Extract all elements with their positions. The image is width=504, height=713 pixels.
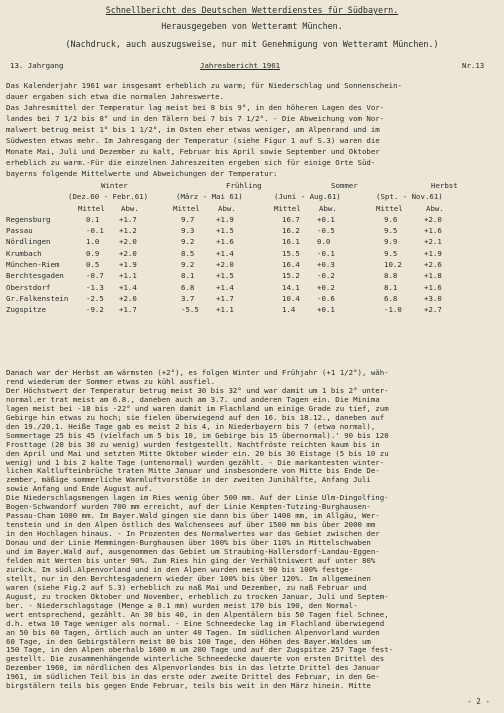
season-autumn: Herbst xyxy=(431,181,458,190)
table-cell: -1.3 xyxy=(86,282,104,292)
table-cell: 0.1 xyxy=(86,214,100,224)
table-row xyxy=(6,305,496,316)
col-mittel: Mittel xyxy=(78,203,105,213)
table-cell: 6.8 xyxy=(384,293,398,303)
table-cell: -0.6 xyxy=(317,293,335,303)
table-cell: +0.3 xyxy=(317,260,335,270)
table-body xyxy=(6,215,496,317)
table-cell: 16.7 xyxy=(282,214,300,224)
page-number: - 2 - xyxy=(467,697,490,706)
table-cell: +0.2 xyxy=(317,282,335,292)
body-line: birgstälern teils bis gegen Ende Februar, teils bis weit in den März hinein. Mitte xyxy=(6,681,371,691)
station-name: Regensburg xyxy=(6,214,51,224)
table-cell: -0.2 xyxy=(317,271,335,281)
body-line: an 50 bis 60 Tagen, örtlich auch an unter 40 Tagen. Im südlichen Alpenvorland wurden xyxy=(6,627,380,637)
table-cell: +2.0 xyxy=(424,214,442,224)
table-cell: 9.3 xyxy=(181,226,195,236)
col-abw: Abw. xyxy=(319,203,337,213)
table-cell: -2.5 xyxy=(86,293,104,303)
body-line: wert entsprechend, gezählt. An 30 bis 40, in den Alpentälern bis 50 Tagen fiel Schnee, xyxy=(6,609,389,619)
body-line: tenstein und in den Alpen östlich des Walchensees auf über 1500 mm bis über 2000 mm xyxy=(6,520,376,530)
table-cell: +1.7 xyxy=(216,293,234,303)
table-cell: 15.2 xyxy=(282,271,300,281)
table-cell: +1.8 xyxy=(424,271,442,281)
table-cell: 6.8 xyxy=(181,282,195,292)
table-cell: 14.1 xyxy=(282,282,300,292)
table-cell: +1.6 xyxy=(424,226,442,236)
body-line: Dezember 1960, im nördlichen des Alpenvorlandes bis in das letzte Drittel des Januar xyxy=(6,663,380,673)
col-abw: Abw. xyxy=(121,203,139,213)
body-line: Donau und der Linie Memmingen-Burghausen über 100% bis über 110% in Mittelschwaben xyxy=(6,538,371,548)
season-winter: Winter xyxy=(101,181,128,190)
table-cell: +1.4 xyxy=(216,282,234,292)
body-line: Der Höchstwert der Temperatur betrug meist 30 bis 32° und war damit um 1 bis 2° unter- xyxy=(6,385,389,395)
table-cell: 9.5 xyxy=(384,248,398,258)
table-cell: 0.9 xyxy=(86,248,100,258)
body-line: Passau-Cham 1000 mm. Im Bayer.Wald gingen sie dann bis über 1400 mm, im Allgäu, Wer- xyxy=(6,511,380,521)
table-cell: +1.6 xyxy=(424,282,442,292)
table-cell: 9.7 xyxy=(181,214,195,224)
body-line: 1961, im südlichen Teil bis in das erste oder zweite Drittel des Februar, in den Ge- xyxy=(6,672,380,682)
station-name: München-Riem xyxy=(6,260,60,270)
report-label: Jahresbericht 1961 xyxy=(200,61,281,70)
table-cell: +2.6 xyxy=(424,260,442,270)
table-cell: 10.4 xyxy=(282,293,300,303)
body-line: Bogen-Schwandorf wurden 700 mm erreicht, auf der Linie Kempten-Tutzing-Burghausen- xyxy=(6,502,371,512)
table-cell: +2.7 xyxy=(424,305,442,315)
intro-line: landes bei 7 1/2 bis 8° und in den Tälern bei 7 bis 7 1/2°. - Die Abweichung vom Nor- xyxy=(6,114,385,123)
table-cell: +1.1 xyxy=(216,305,234,315)
temperature-table xyxy=(6,181,496,317)
body-line: 60 Tage, in den Gebirgstälern meist 80 bis 100 Tage, den Höhen des Bayer.Waldes um xyxy=(6,636,371,646)
table-cell: +1.9 xyxy=(216,214,234,224)
issue-number: Nr.13 xyxy=(462,61,485,70)
table-cell: +0.1 xyxy=(317,214,335,224)
body-line: normal.er trat meist am 6.8., daneben auch am 3.7. und anderen Tagen ein. Die Minima xyxy=(6,394,380,404)
table-row xyxy=(6,260,496,271)
col-mittel: Mittel xyxy=(173,203,200,213)
table-cell: +2.1 xyxy=(424,237,442,247)
season-spring: Frühling xyxy=(226,181,262,190)
body-line: lagen meist bei -18 bis -22° und waren damit im Flachland um einige Grade zu tief, zum xyxy=(6,403,389,413)
body-line: Frosttage (20 bis 30 zu wenig) wurden festgestellt. Nachtfröste reichten kaum bis in xyxy=(6,439,380,449)
table-cell: +1.6 xyxy=(216,237,234,247)
body-line: Die Niederschlagsmengen lagen im Ries wenig über 500 mm. Auf der Linie Ulm-Dingolfing- xyxy=(6,493,389,503)
period-spring: (März - Mai 61) xyxy=(176,192,243,202)
table-cell: 1.4 xyxy=(282,305,296,315)
col-mittel: Mittel xyxy=(376,203,403,213)
table-season-row xyxy=(6,181,496,192)
body-line: waren (siehe Fig.2 auf S.3) erheblich zu naß Mai und Dezember, zu naß Februar und xyxy=(6,582,367,592)
period-summer: (Juni - Aug.61) xyxy=(274,192,341,202)
table-column-header xyxy=(6,204,496,215)
table-cell: 9.9 xyxy=(384,237,398,247)
body-line: lichen Kaltlufteinbrüche traten Mitte Januar und insbesondere von Mitte bis Ende De- xyxy=(6,466,380,476)
body-line: und im Bayer.Wald auf, ausgenommen das Gebiet um Straubing-Hallersdorf-Landau-Eggen- xyxy=(6,547,380,556)
table-cell: +1.9 xyxy=(424,248,442,258)
table-cell: 0.5 xyxy=(86,260,100,270)
table-cell: 16.2 xyxy=(282,226,300,236)
body-line: ber. - Niederschlagstage (Menge ≥ 0.1 mm) wurden meist 170 bis 190, den Normal- xyxy=(6,600,358,610)
table-cell: 9.5 xyxy=(384,226,398,236)
period-winter: (Dez.60 - Febr.61) xyxy=(68,192,149,202)
table-period-row xyxy=(6,192,496,203)
body-line: in den Hochlagen hinaus. - In Prozenten des Normalwertes war das Gebiet zwischen der xyxy=(6,529,380,539)
station-name: Nördlingen xyxy=(6,237,51,247)
body-line: Danach war der Herbst am wärmsten (+2°), es folgen Winter und Frühjahr (+1 1/2°), wäh- xyxy=(6,368,389,377)
col-mittel: Mittel xyxy=(274,203,301,213)
col-abw: Abw. xyxy=(218,203,236,213)
table-cell: 1.0 xyxy=(86,237,100,247)
publisher-line: Herausgegeben von Wetteramt München. xyxy=(161,21,343,31)
station-name: Gr.Falkenstein xyxy=(6,293,69,303)
table-cell: 9.6 xyxy=(384,214,398,224)
body-line: stellt, nur in den Berchtesgadenern wieder über 100% bis über 120%. Im allgemeinen xyxy=(6,573,371,583)
table-row xyxy=(6,271,496,282)
col-abw: Abw. xyxy=(426,203,444,213)
report-title: Schnellbericht des Deutschen Wetterdienstes für Südbayern. xyxy=(105,5,399,15)
body-line: d.h. etwa 10 Tage weniger als normal. - Eine Schneedecke lag im Flachland überwiegend xyxy=(6,618,385,628)
body-line: August, zu trocken Oktober und November, erheblich zu trocken Januar, Juli und Septem- xyxy=(6,591,389,601)
season-summer: Sommer xyxy=(331,181,358,190)
table-cell: +1.2 xyxy=(119,226,137,236)
table-cell: 3.7 xyxy=(181,293,195,303)
table-cell: -0.7 xyxy=(86,271,104,281)
table-row xyxy=(6,237,496,248)
body-line: 150 Tage, in den Alpen oberhalb 1600 m um 200 Tage und auf der Zugspitze 257 Tage fest- xyxy=(6,645,394,655)
body-line: Gebirge hin etwas zu hoch; sie fielen überwiegend auf den 16. bis 18.12., daneben auf xyxy=(6,412,385,422)
station-name: Oberstdorf xyxy=(6,282,51,292)
table-cell: +1.7 xyxy=(119,214,137,224)
table-cell: +2.0 xyxy=(216,260,234,270)
table-row xyxy=(6,226,496,237)
table-cell: -0.1 xyxy=(86,226,104,236)
intro-line: dauer ergaben sich etwa die normalen Jahreswerte. xyxy=(6,92,225,101)
table-cell: -9.2 xyxy=(86,305,104,315)
period-autumn: (Spt. - Nov.61) xyxy=(376,192,443,202)
table-cell: 8.5 xyxy=(181,248,195,258)
intro-line: malwert betrug meist 1° bis 1 1/2°, im Osten eher etwas weniger, am Alpenrand und im xyxy=(6,125,380,134)
station-name: Krumbach xyxy=(6,248,42,258)
table-cell: -5.5 xyxy=(181,305,199,315)
table-cell: +2.0 xyxy=(119,237,137,247)
table-cell: +1.1 xyxy=(119,271,137,281)
table-row xyxy=(6,249,496,260)
table-cell: 8.1 xyxy=(384,282,398,292)
table-cell: 16.4 xyxy=(282,260,300,270)
intro-line: Südwesten etwas mehr. Im Jahresgang der Temperatur (siehe Figur 1 auf S.3) waren die xyxy=(6,136,380,145)
year-label: 13. Jahrgang xyxy=(10,61,64,70)
table-cell: 8.8 xyxy=(384,271,398,281)
station-name: Berchtesgaden xyxy=(6,271,64,281)
table-cell: -0.1 xyxy=(317,248,335,258)
table-cell: +2.0 xyxy=(119,293,137,303)
table-cell: 8.1 xyxy=(181,271,195,281)
table-cell: 10.2 xyxy=(384,260,402,270)
table-cell: +2.0 xyxy=(119,248,137,258)
table-cell: -1.0 xyxy=(384,305,402,315)
table-cell: 9.2 xyxy=(181,237,195,247)
table-row xyxy=(6,294,496,305)
table-cell: +1.4 xyxy=(119,282,137,292)
station-name: Passau xyxy=(6,226,33,236)
intro-line: bayerns folgende Mittelwerte und Abweichungen der Temperatur: xyxy=(6,169,278,178)
table-cell: 9.2 xyxy=(181,260,195,270)
table-cell: +1.5 xyxy=(216,226,234,236)
table-cell: +1.9 xyxy=(119,260,137,270)
table-cell: 0.0 xyxy=(317,237,331,247)
table-cell: +3.0 xyxy=(424,293,442,303)
table-cell: +0.1 xyxy=(317,305,335,315)
table-cell: +1.4 xyxy=(216,248,234,258)
table-row xyxy=(6,215,496,226)
body-line: rend wiederum der Sommer etwas zu kühl ausfiel. xyxy=(6,376,216,386)
body-line: zember, mäßige sommerliche Warmluftvorstöße in der zweiten Junihälfte, Anfang Juli xyxy=(6,475,371,485)
body-line: Sommertage 25 bis 45 (vielfach um 5 bis 10, im Gebirge bis 15 übernormal).' 90 bis 120 xyxy=(6,430,389,440)
station-name: Zugspitze xyxy=(6,305,47,315)
intro-line: Das Kalenderjahr 1961 war insgesamt erheblich zu warm; für Niederschlag und Sonnenschein- xyxy=(6,81,403,90)
body-line: gestellt. Die zusammenhängende winterliche Schneedecke dauerte von ersten Drittel des xyxy=(6,654,385,664)
intro-line: Das Jahresmittel der Temperatur lag meist bei 8 bis 9°, in den höheren Lagen des Vor- xyxy=(6,103,385,112)
reprint-notice: (Nachdruck, auch auszugsweise, nur mit Genehmigung von Wetteramt München.) xyxy=(65,39,439,49)
body-line: zurück. Im südl.Alpenvorland und in den Alpen wurden meist 90 bis 100% festge- xyxy=(6,564,354,574)
intro-line: erheblich zu warm.-Für die einzelnen Jahreszeiten ergeben sich für einige Orte Süd- xyxy=(6,158,376,167)
body-line: den April und Mai und setzten Mitte Oktober wieder ein. 20 bis 30 Eistage (5 bis 10 zu xyxy=(6,448,389,458)
table-cell: 16.1 xyxy=(282,237,300,247)
table-cell: +1.7 xyxy=(119,305,137,315)
table-row xyxy=(6,283,496,294)
table-cell: -0.5 xyxy=(317,226,335,236)
table-cell: +1.5 xyxy=(216,271,234,281)
intro-line: Monate Mai, Juli und Dezember zu kalt, Februar bis April sowie September und Oktober xyxy=(6,147,380,156)
body-line: felden mit Werten bis unter 90%. Zum Ries hin ging der Verhältniswert auf unter 80% xyxy=(6,555,376,565)
body-line: den 19./20.1. Heiße Tage gab es meist 2 bis 4, in Niederbayern bis 7 (etwa normal), xyxy=(6,421,376,431)
table-cell: 15.5 xyxy=(282,248,300,258)
body-line: wenig) und 1 bis 2 kalte Tage (untenormal) wurden gezählt. - Die markantesten winter- xyxy=(6,457,385,467)
body-line: sowie Anfang und Ende August auf. xyxy=(6,484,153,494)
